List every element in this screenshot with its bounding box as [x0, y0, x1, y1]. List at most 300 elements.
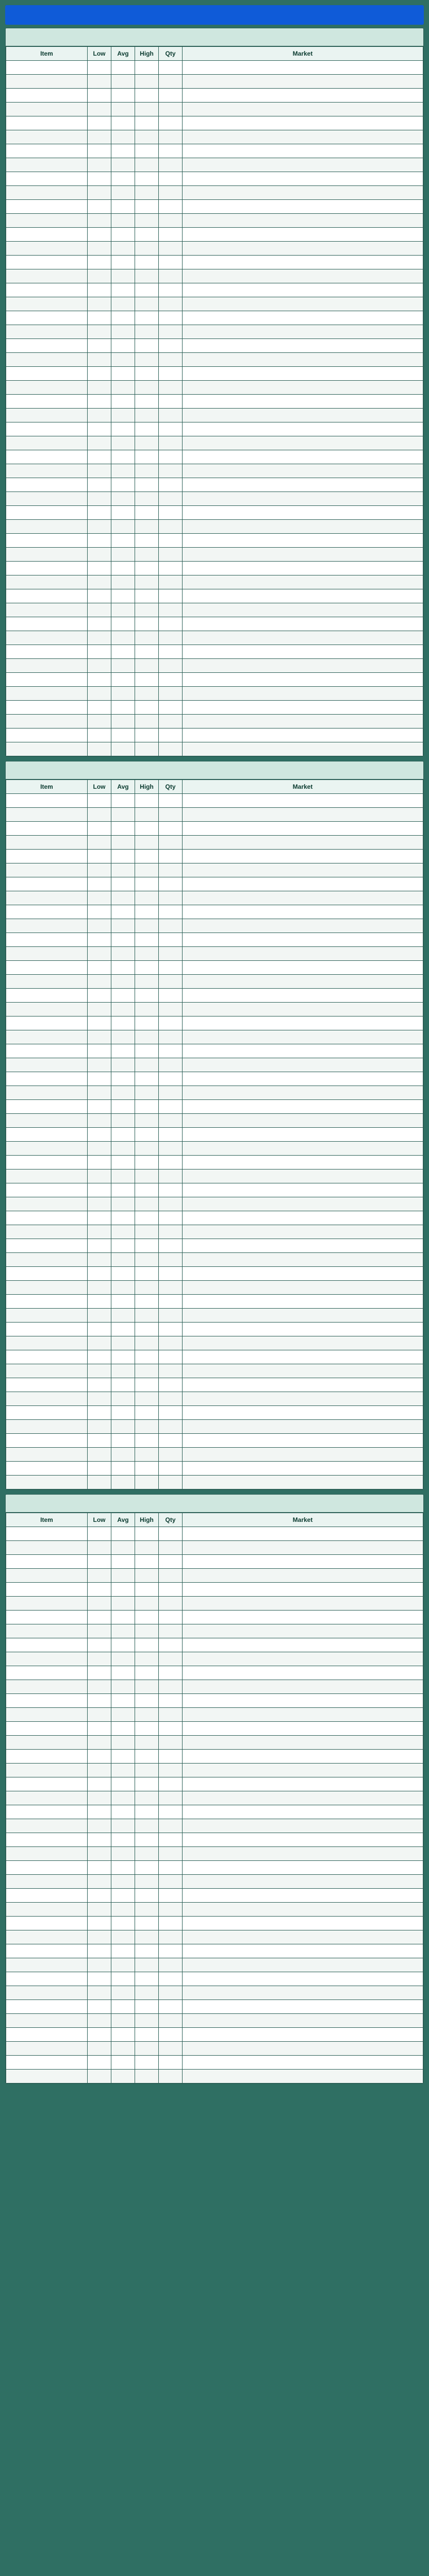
cell-qty [159, 297, 183, 311]
cell-market [183, 562, 423, 575]
cell-low [88, 1448, 111, 1462]
cell-low [88, 1462, 111, 1476]
cell-qty [159, 562, 183, 575]
cell-market [183, 1281, 423, 1295]
cell-qty [159, 1030, 183, 1044]
cell-name [6, 1764, 88, 1777]
cell-qty [159, 1833, 183, 1847]
table-row [6, 1764, 423, 1777]
cell-market [183, 339, 423, 353]
cell-market [183, 144, 423, 158]
cell-avg [111, 1239, 135, 1253]
table-row [6, 311, 423, 325]
cell-qty [159, 1791, 183, 1805]
table-row [6, 214, 423, 228]
cell-market [183, 1364, 423, 1378]
cell-avg [111, 409, 135, 422]
table-row [6, 548, 423, 562]
cell-qty [159, 933, 183, 947]
table-row [6, 687, 423, 701]
cell-avg [111, 1986, 135, 2000]
cell-name [6, 1434, 88, 1448]
cell-qty [159, 1764, 183, 1777]
cell-name [6, 172, 88, 186]
cell-low [88, 311, 111, 325]
cell-low [88, 1986, 111, 2000]
cell-qty [159, 905, 183, 919]
cell-name [6, 1392, 88, 1406]
cell-qty [159, 1336, 183, 1350]
table-header-name: Item [6, 780, 88, 794]
cell-low [88, 617, 111, 631]
cell-name [6, 1156, 88, 1170]
cell-low [88, 520, 111, 534]
cell-market [183, 1476, 423, 1489]
cell-avg [111, 1917, 135, 1930]
cell-avg [111, 214, 135, 228]
table-row [6, 367, 423, 381]
table-row [6, 422, 423, 436]
cell-high [135, 1044, 159, 1058]
cell-high [135, 214, 159, 228]
cell-market [183, 1267, 423, 1281]
table-row [6, 1666, 423, 1680]
cell-qty [159, 1086, 183, 1100]
cell-high [135, 1476, 159, 1489]
table-header-name: Item [6, 47, 88, 61]
cell-low [88, 1750, 111, 1764]
table-row [6, 891, 423, 905]
cell-market [183, 2042, 423, 2056]
cell-market [183, 1309, 423, 1323]
cell-qty [159, 1597, 183, 1611]
cell-low [88, 947, 111, 961]
cell-qty [159, 2042, 183, 2056]
cell-low [88, 1736, 111, 1750]
cell-market [183, 589, 423, 603]
cell-market [183, 158, 423, 172]
cell-avg [111, 1281, 135, 1295]
cell-low [88, 1944, 111, 1958]
cell-name [6, 1309, 88, 1323]
cell-qty [159, 214, 183, 228]
cell-high [135, 1666, 159, 1680]
cell-high [135, 1944, 159, 1958]
cell-low [88, 1030, 111, 1044]
cell-high [135, 836, 159, 850]
cell-market [183, 1128, 423, 1142]
cell-market [183, 1722, 423, 1736]
cell-avg [111, 891, 135, 905]
cell-name [6, 1378, 88, 1392]
cell-avg [111, 1462, 135, 1476]
cell-high [135, 1086, 159, 1100]
cell-market [183, 2070, 423, 2083]
cell-name [6, 1972, 88, 1986]
table-row [6, 808, 423, 822]
cell-market [183, 367, 423, 381]
cell-avg [111, 1420, 135, 1434]
cell-market [183, 1861, 423, 1875]
cell-high [135, 1569, 159, 1583]
cell-name [6, 1030, 88, 1044]
cell-low [88, 144, 111, 158]
cell-avg [111, 1861, 135, 1875]
cell-avg [111, 1156, 135, 1170]
cell-name [6, 214, 88, 228]
cell-name [6, 715, 88, 728]
table-row [6, 1652, 423, 1666]
cell-name [6, 381, 88, 395]
cell-market [183, 256, 423, 269]
cell-low [88, 1805, 111, 1819]
table-row [6, 1903, 423, 1917]
cell-high [135, 1072, 159, 1086]
cell-avg [111, 1142, 135, 1156]
cell-name [6, 1541, 88, 1555]
cell-qty [159, 1003, 183, 1016]
cell-high [135, 1003, 159, 1016]
cell-qty [159, 1170, 183, 1183]
cell-avg [111, 603, 135, 617]
cell-qty [159, 1722, 183, 1736]
cell-name [6, 89, 88, 103]
table-row [6, 961, 423, 975]
cell-high [135, 1420, 159, 1434]
cell-low [88, 297, 111, 311]
cell-market [183, 1392, 423, 1406]
cell-avg [111, 1847, 135, 1861]
cell-market [183, 130, 423, 144]
table-row [6, 534, 423, 548]
cell-qty [159, 617, 183, 631]
cell-avg [111, 200, 135, 214]
cell-avg [111, 89, 135, 103]
cell-avg [111, 2000, 135, 2014]
cell-market [183, 1875, 423, 1889]
cell-high [135, 1986, 159, 2000]
cell-name [6, 1211, 88, 1225]
cell-name [6, 228, 88, 242]
cell-market [183, 1114, 423, 1128]
price-table [6, 46, 423, 756]
cell-low [88, 200, 111, 214]
cell-low [88, 2014, 111, 2028]
cell-high [135, 1281, 159, 1295]
cell-qty [159, 603, 183, 617]
cell-avg [111, 631, 135, 645]
cell-market [183, 103, 423, 116]
cell-high [135, 1448, 159, 1462]
cell-avg [111, 1211, 135, 1225]
cell-high [135, 1903, 159, 1917]
cell-market [183, 1958, 423, 1972]
cell-avg [111, 1611, 135, 1624]
cell-low [88, 933, 111, 947]
cell-high [135, 905, 159, 919]
cell-avg [111, 1406, 135, 1420]
cell-name [6, 1917, 88, 1930]
table-row [6, 297, 423, 311]
table-row [6, 200, 423, 214]
cell-high [135, 1889, 159, 1903]
cell-low [88, 1072, 111, 1086]
cell-low [88, 422, 111, 436]
cell-high [135, 144, 159, 158]
table-row [6, 242, 423, 256]
cell-name [6, 1569, 88, 1583]
cell-high [135, 492, 159, 506]
cell-high [135, 1378, 159, 1392]
cell-qty [159, 1624, 183, 1638]
cell-high [135, 2042, 159, 2056]
table-row [6, 1420, 423, 1434]
cell-market [183, 673, 423, 687]
table-row [6, 1611, 423, 1624]
cell-market [183, 1805, 423, 1819]
cell-high [135, 1750, 159, 1764]
cell-qty [159, 242, 183, 256]
table-header-market: Market [183, 1513, 423, 1527]
cell-low [88, 1791, 111, 1805]
cell-avg [111, 395, 135, 409]
table-row [6, 1323, 423, 1336]
cell-qty [159, 1527, 183, 1541]
cell-market [183, 89, 423, 103]
table-row [6, 863, 423, 877]
cell-name [6, 877, 88, 891]
cell-low [88, 1847, 111, 1861]
cell-avg [111, 1791, 135, 1805]
cell-name [6, 1058, 88, 1072]
cell-avg [111, 1833, 135, 1847]
cell-name [6, 728, 88, 742]
table-row [6, 2070, 423, 2083]
cell-name [6, 2042, 88, 2056]
cell-name [6, 422, 88, 436]
table-row [6, 1156, 423, 1170]
cell-avg [111, 562, 135, 575]
cell-high [135, 1541, 159, 1555]
cell-high [135, 919, 159, 933]
cell-high [135, 603, 159, 617]
cell-low [88, 1972, 111, 1986]
cell-high [135, 422, 159, 436]
cell-qty [159, 534, 183, 548]
table-row [6, 1114, 423, 1128]
cell-avg [111, 464, 135, 478]
cell-avg [111, 269, 135, 283]
cell-qty [159, 822, 183, 836]
table-row [6, 409, 423, 422]
cell-avg [111, 2028, 135, 2042]
cell-qty [159, 1392, 183, 1406]
cell-avg [111, 687, 135, 701]
cell-high [135, 794, 159, 808]
cell-high [135, 450, 159, 464]
table-row [6, 520, 423, 534]
cell-low [88, 1016, 111, 1030]
cell-low [88, 548, 111, 562]
cell-high [135, 822, 159, 836]
cell-name [6, 562, 88, 575]
cell-market [183, 534, 423, 548]
cell-avg [111, 1309, 135, 1323]
table-header-market: Market [183, 780, 423, 794]
cell-high [135, 1295, 159, 1309]
cell-avg [111, 742, 135, 756]
cell-name [6, 492, 88, 506]
cell-avg [111, 1170, 135, 1183]
cell-avg [111, 450, 135, 464]
cell-low [88, 214, 111, 228]
cell-market [183, 1350, 423, 1364]
cell-low [88, 1392, 111, 1406]
table-row [6, 158, 423, 172]
cell-qty [159, 2056, 183, 2070]
cell-qty [159, 367, 183, 381]
cell-avg [111, 1030, 135, 1044]
cell-low [88, 1777, 111, 1791]
cell-low [88, 325, 111, 339]
cell-avg [111, 116, 135, 130]
cell-low [88, 2028, 111, 2042]
cell-high [135, 1624, 159, 1638]
cell-qty [159, 1378, 183, 1392]
cell-market [183, 961, 423, 975]
cell-name [6, 1708, 88, 1722]
cell-low [88, 891, 111, 905]
table-header-qty: Qty [159, 780, 183, 794]
table-row [6, 659, 423, 673]
table-header-low: Low [88, 780, 111, 794]
cell-low [88, 2000, 111, 2014]
cell-high [135, 1364, 159, 1378]
cell-low [88, 1420, 111, 1434]
cell-market [183, 1378, 423, 1392]
cell-avg [111, 242, 135, 256]
cell-high [135, 61, 159, 75]
cell-market [183, 1889, 423, 1903]
cell-low [88, 1086, 111, 1100]
cell-market [183, 422, 423, 436]
cell-avg [111, 1722, 135, 1736]
table-row [6, 228, 423, 242]
cell-avg [111, 947, 135, 961]
cell-avg [111, 339, 135, 353]
cell-qty [159, 1819, 183, 1833]
cell-market [183, 1777, 423, 1791]
cell-market [183, 687, 423, 701]
cell-high [135, 1972, 159, 1986]
cell-low [88, 645, 111, 659]
cell-qty [159, 103, 183, 116]
table-row [6, 75, 423, 89]
cell-market [183, 1420, 423, 1434]
cell-high [135, 1638, 159, 1652]
cell-market [183, 353, 423, 367]
table-row [6, 575, 423, 589]
cell-market [183, 478, 423, 492]
cell-low [88, 130, 111, 144]
cell-avg [111, 1225, 135, 1239]
cell-high [135, 1462, 159, 1476]
cell-market [183, 228, 423, 242]
cell-name [6, 673, 88, 687]
cell-low [88, 673, 111, 687]
cell-low [88, 492, 111, 506]
cell-market [183, 1972, 423, 1986]
table-header-name: Item [6, 1513, 88, 1527]
cell-low [88, 1889, 111, 1903]
cell-name [6, 2000, 88, 2014]
cell-qty [159, 283, 183, 297]
cell-name [6, 1128, 88, 1142]
cell-low [88, 186, 111, 200]
cell-low [88, 687, 111, 701]
cell-high [135, 1197, 159, 1211]
cell-low [88, 603, 111, 617]
cell-low [88, 1930, 111, 1944]
cell-avg [111, 256, 135, 269]
cell-qty [159, 1569, 183, 1583]
cell-low [88, 989, 111, 1003]
cell-market [183, 1638, 423, 1652]
cell-name [6, 1597, 88, 1611]
cell-high [135, 1652, 159, 1666]
cell-low [88, 1128, 111, 1142]
cell-qty [159, 1072, 183, 1086]
cell-avg [111, 520, 135, 534]
cell-market [183, 548, 423, 562]
cell-high [135, 534, 159, 548]
cell-market [183, 506, 423, 520]
cell-low [88, 961, 111, 975]
cell-avg [111, 645, 135, 659]
bottom-padding [5, 2088, 424, 2576]
cell-name [6, 1350, 88, 1364]
cell-name [6, 1930, 88, 1944]
cell-low [88, 863, 111, 877]
cell-high [135, 1239, 159, 1253]
cell-qty [159, 891, 183, 905]
table-row [6, 645, 423, 659]
cell-avg [111, 863, 135, 877]
cell-high [135, 562, 159, 575]
cell-market [183, 436, 423, 450]
cell-low [88, 1003, 111, 1016]
cell-low [88, 1406, 111, 1420]
cell-name [6, 1016, 88, 1030]
cell-market [183, 891, 423, 905]
cell-name [6, 61, 88, 75]
cell-avg [111, 1448, 135, 1462]
cell-avg [111, 1680, 135, 1694]
cell-market [183, 1986, 423, 2000]
cell-low [88, 478, 111, 492]
cell-avg [111, 1944, 135, 1958]
cell-market [183, 1462, 423, 1476]
cell-market [183, 645, 423, 659]
cell-avg [111, 297, 135, 311]
cell-high [135, 1791, 159, 1805]
cell-market [183, 1708, 423, 1722]
cell-name [6, 1903, 88, 1917]
cell-market [183, 450, 423, 464]
cell-qty [159, 1253, 183, 1267]
cell-low [88, 1666, 111, 1680]
table-row [6, 603, 423, 617]
